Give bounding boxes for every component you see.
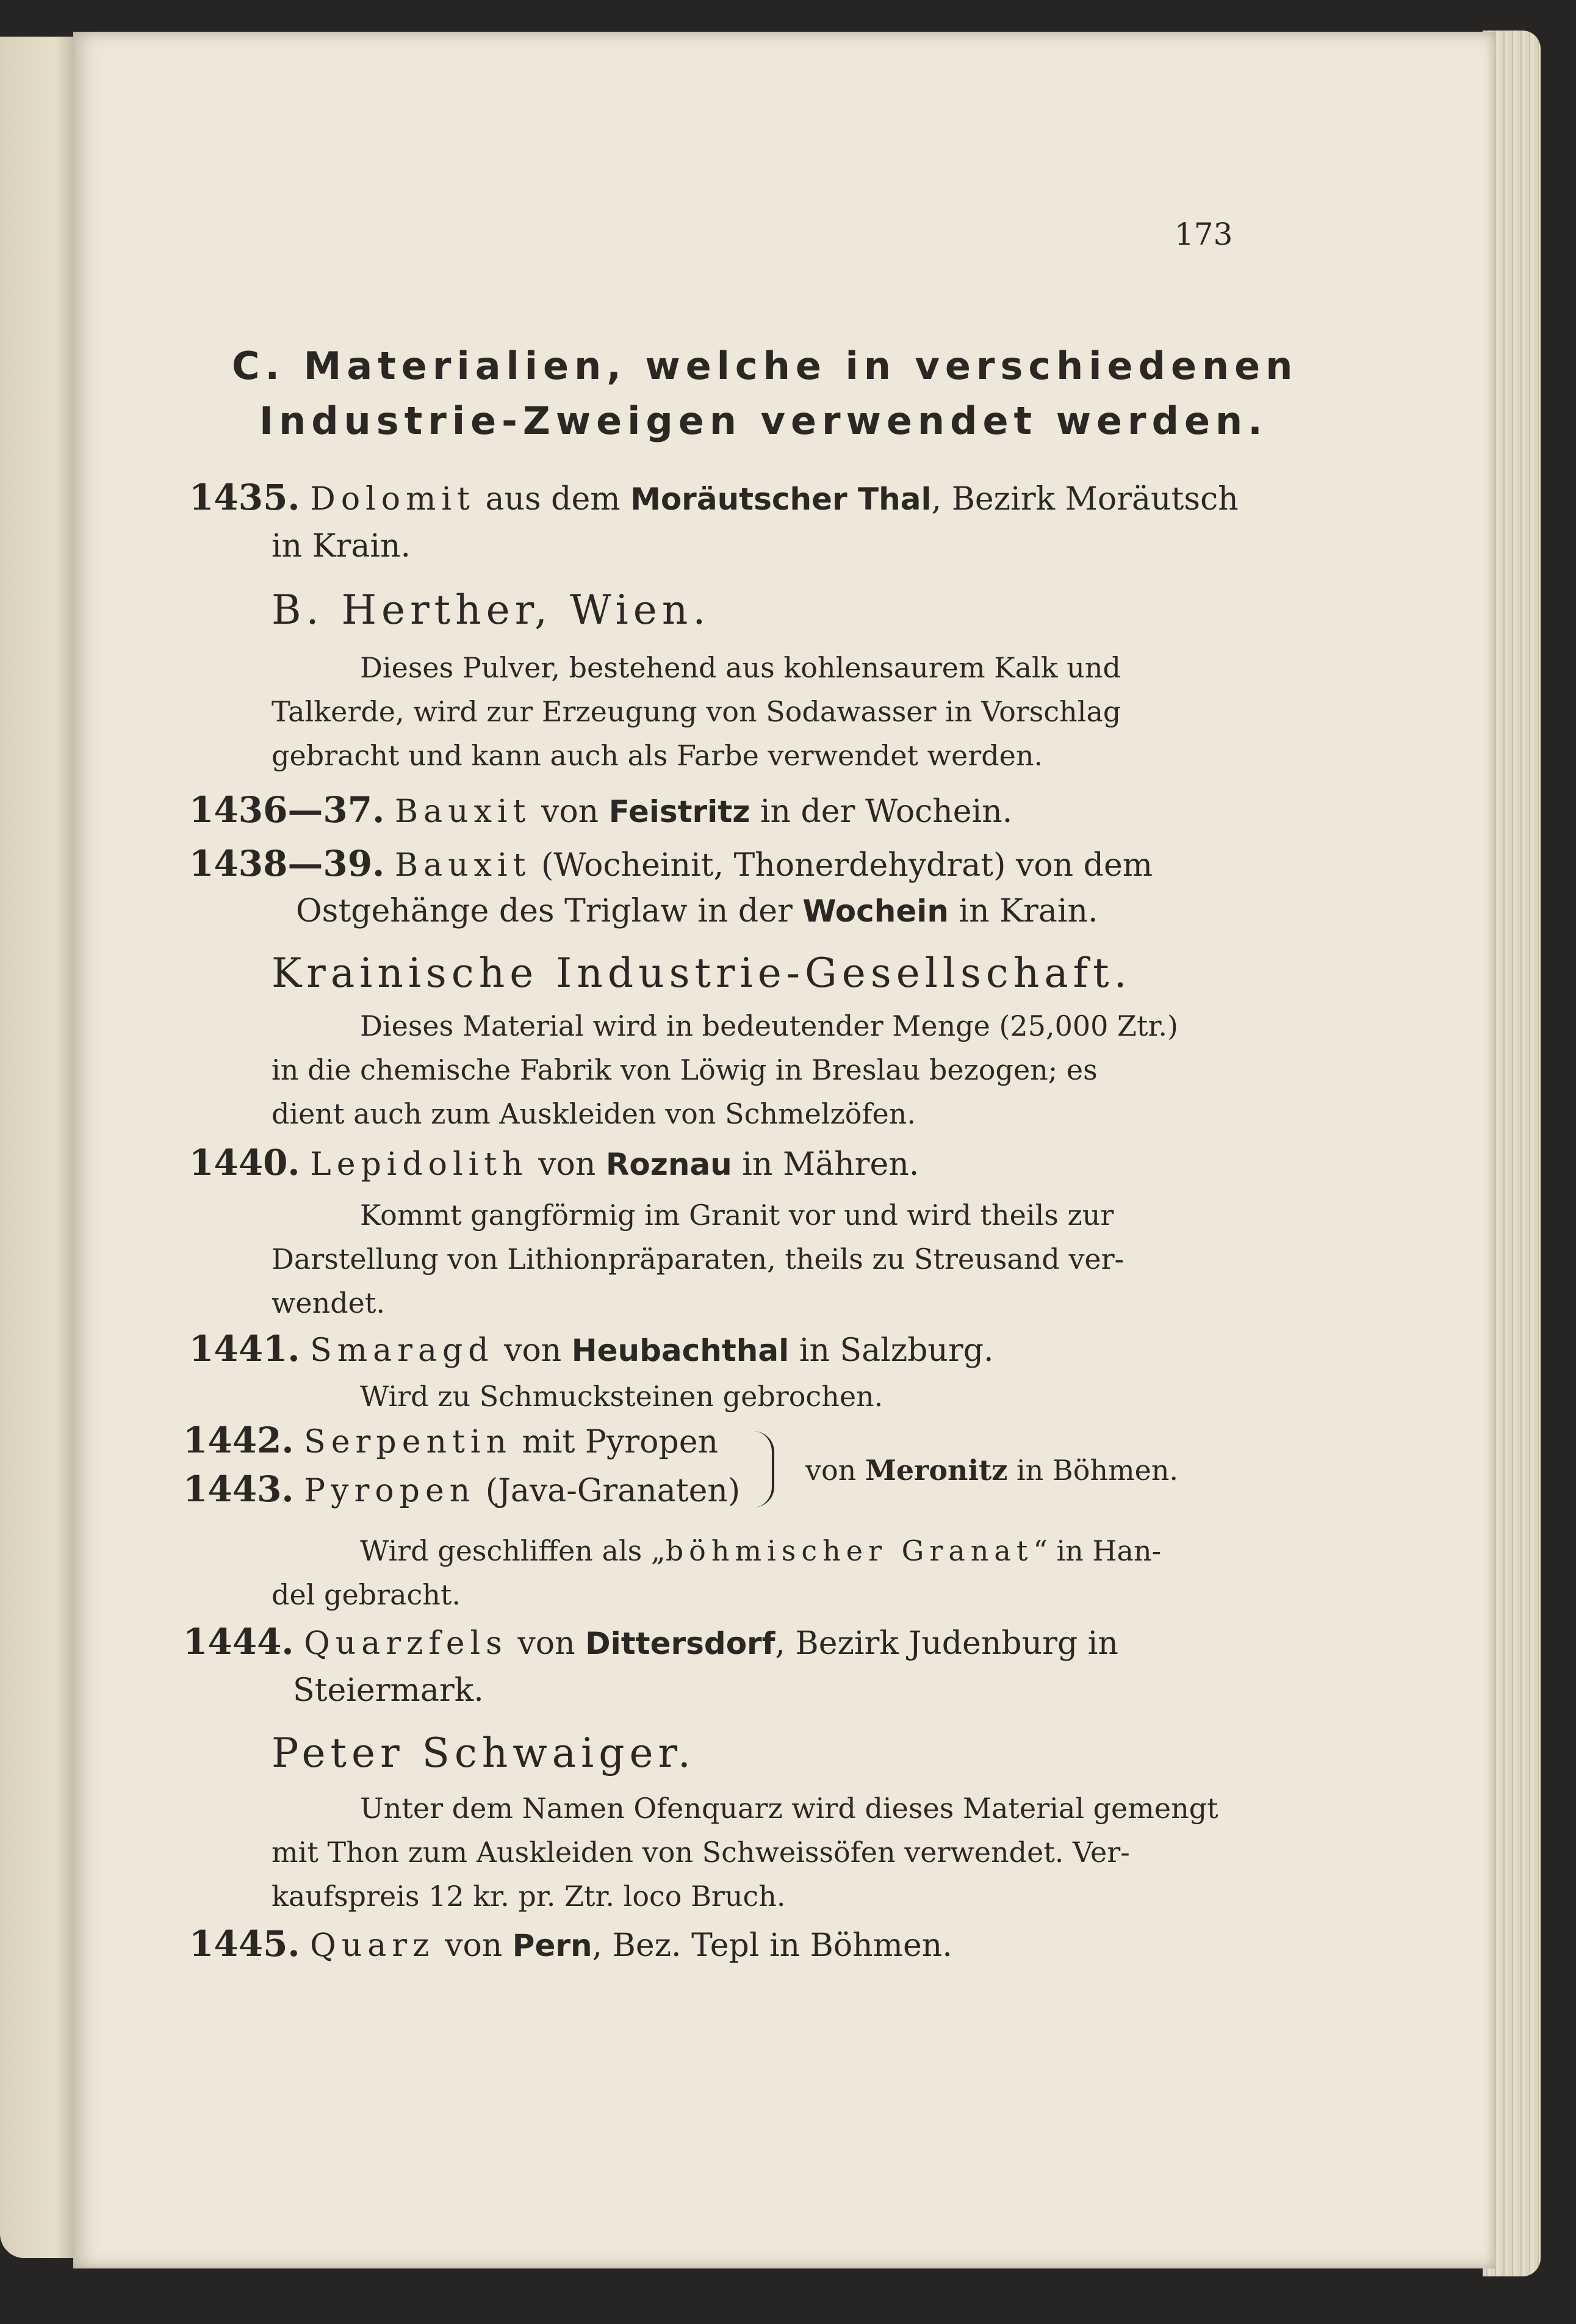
entry-1443: [183, 1468, 740, 1512]
entry-text: mit Pyropen: [522, 1424, 718, 1460]
exhibitor-schwaiger: Peter Schwaiger.: [272, 1730, 696, 1777]
entry-material: Bauxit: [394, 793, 531, 830]
entry-number: 1443.: [183, 1468, 294, 1510]
entry-1442: [183, 1419, 718, 1463]
entry-1441: [189, 1327, 994, 1372]
entry-place: Pern: [512, 1928, 592, 1963]
left-page-edge: [0, 37, 79, 2258]
entry-text: (Wocheinit, Thonerdehydrat) von dem: [541, 847, 1153, 884]
entry-text: von: [445, 1927, 503, 1964]
note-emphasis: böhmischer Granat: [665, 1534, 1034, 1567]
entry-place: Wochein: [802, 893, 949, 929]
entry-1438-39: [189, 842, 1153, 887]
entry-1435-line-2: in Krain.: [272, 528, 411, 565]
note-line: kaufspreis 12 kr. pr. Ztr. loco Bruch.: [272, 1880, 786, 1913]
note-line: dient auch zum Auskleiden von Schmelzöfen.: [272, 1097, 916, 1130]
entry-text: von: [517, 1625, 575, 1662]
page-number: 173: [1175, 217, 1233, 252]
entry-place: Dittersdorf: [585, 1626, 775, 1661]
entry-1438-39-line-2: [296, 890, 1098, 933]
note-line: in die chemische Fabrik von Löwig in Breslau bezogen; es: [272, 1053, 1098, 1086]
brace-icon: [754, 1431, 774, 1507]
note-text: Wird geschliffen als „: [360, 1534, 666, 1567]
entry-text: in Mähren.: [742, 1146, 919, 1183]
entry-number: 1440.: [189, 1142, 300, 1183]
entry-1436-37: [189, 789, 1012, 833]
entry-material: Smaragd: [310, 1332, 494, 1369]
entry-material: Lepidolith: [310, 1146, 528, 1183]
entry-text: in Salzburg.: [799, 1332, 994, 1369]
entry-number: 1441.: [189, 1328, 300, 1370]
shared-origin: [805, 1448, 1178, 1492]
entry-number: 1438—39.: [189, 843, 385, 884]
note-line: [360, 1529, 1161, 1573]
entry-text: Ostgehänge des Triglaw in der: [296, 893, 793, 929]
heading-line-2: Industrie-Zweigen verwendet werden.: [259, 399, 1268, 443]
heading-line-1: C. Materialien, welche in verschiedenen: [232, 344, 1298, 388]
note-line: wendet.: [272, 1286, 385, 1319]
entry-material: Quarzfels: [304, 1625, 508, 1662]
entry-place: Roznau: [605, 1147, 732, 1182]
entry-text: (Java-Granaten): [485, 1473, 741, 1509]
note-line: Wird zu Schmucksteinen gebrochen.: [360, 1380, 883, 1413]
note-text: “ in Han-: [1033, 1534, 1162, 1567]
entry-text: , Bez. Tepl in Böhmen.: [592, 1927, 952, 1964]
note-line: Unter dem Namen Ofenquarz wird dieses Material gemengt: [360, 1792, 1218, 1825]
entry-text: in Böhmen.: [1016, 1454, 1179, 1487]
entry-number: 1435.: [189, 477, 300, 518]
entry-text: in Krain.: [959, 893, 1098, 929]
note-line: gebracht und kann auch als Farbe verwendet werden.: [272, 739, 1043, 772]
section-heading: [232, 339, 1298, 449]
entry-1435: [189, 476, 1239, 521]
entry-place: Meronitz: [865, 1454, 1008, 1487]
note-line: Talkerde, wird zur Erzeugung von Sodawasser in Vorschlag: [272, 695, 1121, 728]
note-line: Dieses Pulver, bestehend aus kohlensaurem Kalk und: [360, 651, 1121, 684]
exhibitor-krainische: Krainische Industrie-Gesellschaft.: [272, 950, 1132, 997]
note-line: Kommt gangförmig im Granit vor und wird theils zur: [360, 1199, 1114, 1232]
entry-1444: [183, 1620, 1118, 1665]
entry-text: von: [504, 1332, 562, 1369]
note-line: mit Thon zum Auskleiden von Schweissöfen verwendet. Ver-: [272, 1836, 1130, 1869]
entry-text: von: [805, 1454, 857, 1487]
note-line: del gebracht.: [272, 1578, 461, 1611]
entry-number: 1445.: [189, 1923, 300, 1965]
entry-1440: [189, 1141, 919, 1186]
entry-material: Serpentin: [304, 1424, 512, 1460]
entry-number: 1444.: [183, 1621, 294, 1662]
entry-text: , Bezirk Moräutsch: [931, 481, 1239, 518]
note-line: Dieses Material wird in bedeutender Menge (25,000 Ztr.): [360, 1009, 1178, 1042]
entry-material: Quarz: [310, 1927, 435, 1964]
entry-number: 1442.: [183, 1420, 294, 1461]
entry-place: Feistritz: [608, 794, 750, 829]
entry-text: von: [538, 1146, 596, 1183]
entry-text: in der Wochein.: [760, 793, 1013, 830]
entry-text: von: [541, 793, 599, 830]
entry-material: Dolomit: [310, 481, 475, 518]
entry-text: , Bezirk Judenburg in: [775, 1625, 1118, 1662]
entry-material: Pyropen: [304, 1473, 476, 1509]
note-line: Darstellung von Lithionpräparaten, theils zu Streusand ver-: [272, 1243, 1124, 1276]
entry-1444-line-2: Steiermark.: [293, 1672, 484, 1709]
entry-1445: [189, 1922, 952, 1967]
entry-number: 1436—37.: [189, 789, 385, 831]
exhibitor-herther: B. Herther, Wien.: [272, 586, 711, 633]
entry-text: aus dem: [485, 481, 621, 518]
entry-place: Moräutscher Thal: [630, 482, 932, 517]
entry-place: Heubachthal: [571, 1333, 790, 1368]
entry-material: Bauxit: [394, 847, 531, 884]
